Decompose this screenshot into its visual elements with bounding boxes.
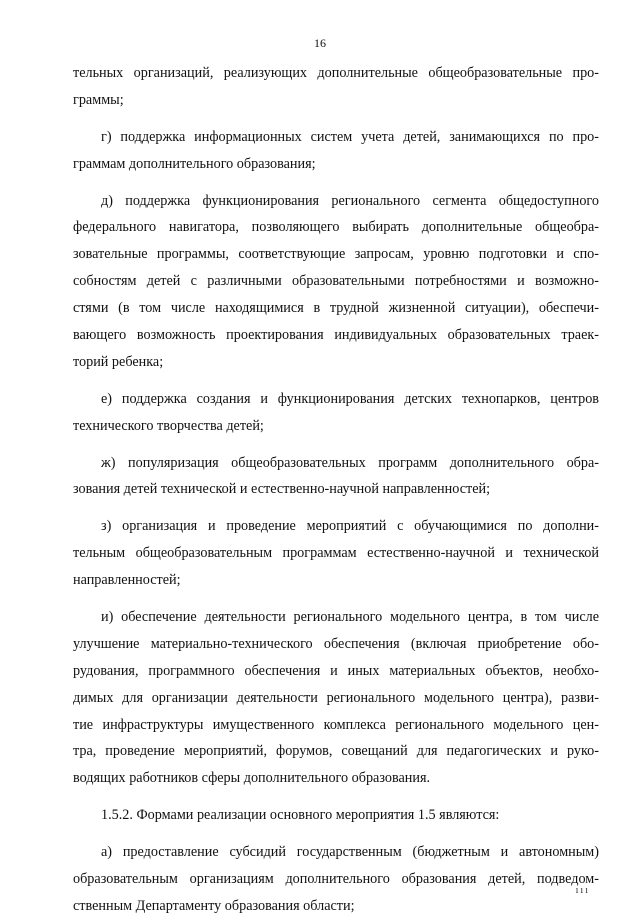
text-line: направленностей;	[73, 572, 181, 589]
text-line: е) поддержка создания и функционирования детских технопарков, центров	[101, 390, 599, 407]
paragraph-item-zh	[73, 450, 599, 504]
text-line: стями (в том числе находящимися в трудной жизненной ситуации), обеспечи-	[73, 300, 599, 317]
text-line: димых для организации деятельности регионального модельного центра), разви-	[73, 689, 599, 706]
text-line: з) организация и проведение мероприятий с обучающимися по дополни-	[101, 518, 599, 535]
text-line: торий ребенка;	[73, 353, 164, 370]
paragraph-item-a	[73, 839, 599, 920]
paragraph-continuation	[73, 60, 599, 114]
text-line: ж) популяризация общеобразовательных программ дополнительного обра-	[101, 454, 599, 471]
text-line: рудования, программного обеспечения и иных материальных объектов, необхо-	[73, 662, 599, 679]
text-line: вающего возможность проектирования индивидуальных образовательных траек-	[73, 327, 599, 344]
text-line: федерального навигатора, позволяющего выбирать дополнительные общеобра-	[73, 219, 599, 236]
text-line: технического творчества детей;	[73, 417, 264, 434]
text-line: собностям детей с различными образовательными потребностями и возможно-	[73, 273, 599, 290]
text-line: тельным общеобразовательным программам естественно-научной и технической	[73, 545, 599, 562]
paragraph-item-z	[73, 513, 599, 594]
document-body	[73, 60, 599, 920]
text-line: образовательным организациям дополнительного образования детей, подведом-	[73, 871, 599, 888]
text-line: водящих работников сферы дополнительного образования.	[73, 770, 431, 787]
text-line: ственным Департаменту образования области;	[73, 897, 355, 914]
text-line: тие инфраструктуры имущественного комплекса регионального модельного цен-	[73, 716, 599, 733]
paragraph-item-d	[73, 188, 599, 376]
text-line: улучшение материально-технического обеспечения (включая приобретение обо-	[73, 635, 599, 652]
paragraph-item-e	[73, 386, 599, 440]
paragraph-item-i	[73, 604, 599, 792]
paragraph-item-g	[73, 124, 599, 178]
text-line: д) поддержка функционирования регионального сегмента общедоступного	[101, 192, 599, 209]
text-line: г) поддержка информационных систем учета детей, занимающихся по про-	[101, 128, 599, 145]
text-line: зовательные программы, соответствующие запросам, уровню подготовки и спо-	[73, 246, 599, 263]
corner-mark: ııı	[575, 885, 590, 896]
text-line: а) предоставление субсидий государственным (бюджетным и автономным)	[101, 844, 599, 861]
page-number: 16	[314, 36, 326, 50]
paragraph-section-1-5-2	[73, 802, 599, 829]
text-line: граммы;	[73, 91, 124, 108]
section-heading: 1.5.2. Формами реализации основного мероприятия 1.5 являются:	[101, 807, 500, 824]
text-line: зования детей технической и естественно-научной направленностей;	[73, 481, 491, 498]
text-line: и) обеспечение деятельности регионального модельного центра, в том числе	[101, 609, 599, 626]
text-line: граммам дополнительного образования;	[73, 155, 316, 172]
text-line: тельных организаций, реализующих дополнительные общеобразовательные про-	[73, 65, 599, 81]
text-line: тра, проведение мероприятий, форумов, совещаний для педагогических и руко-	[73, 743, 599, 760]
